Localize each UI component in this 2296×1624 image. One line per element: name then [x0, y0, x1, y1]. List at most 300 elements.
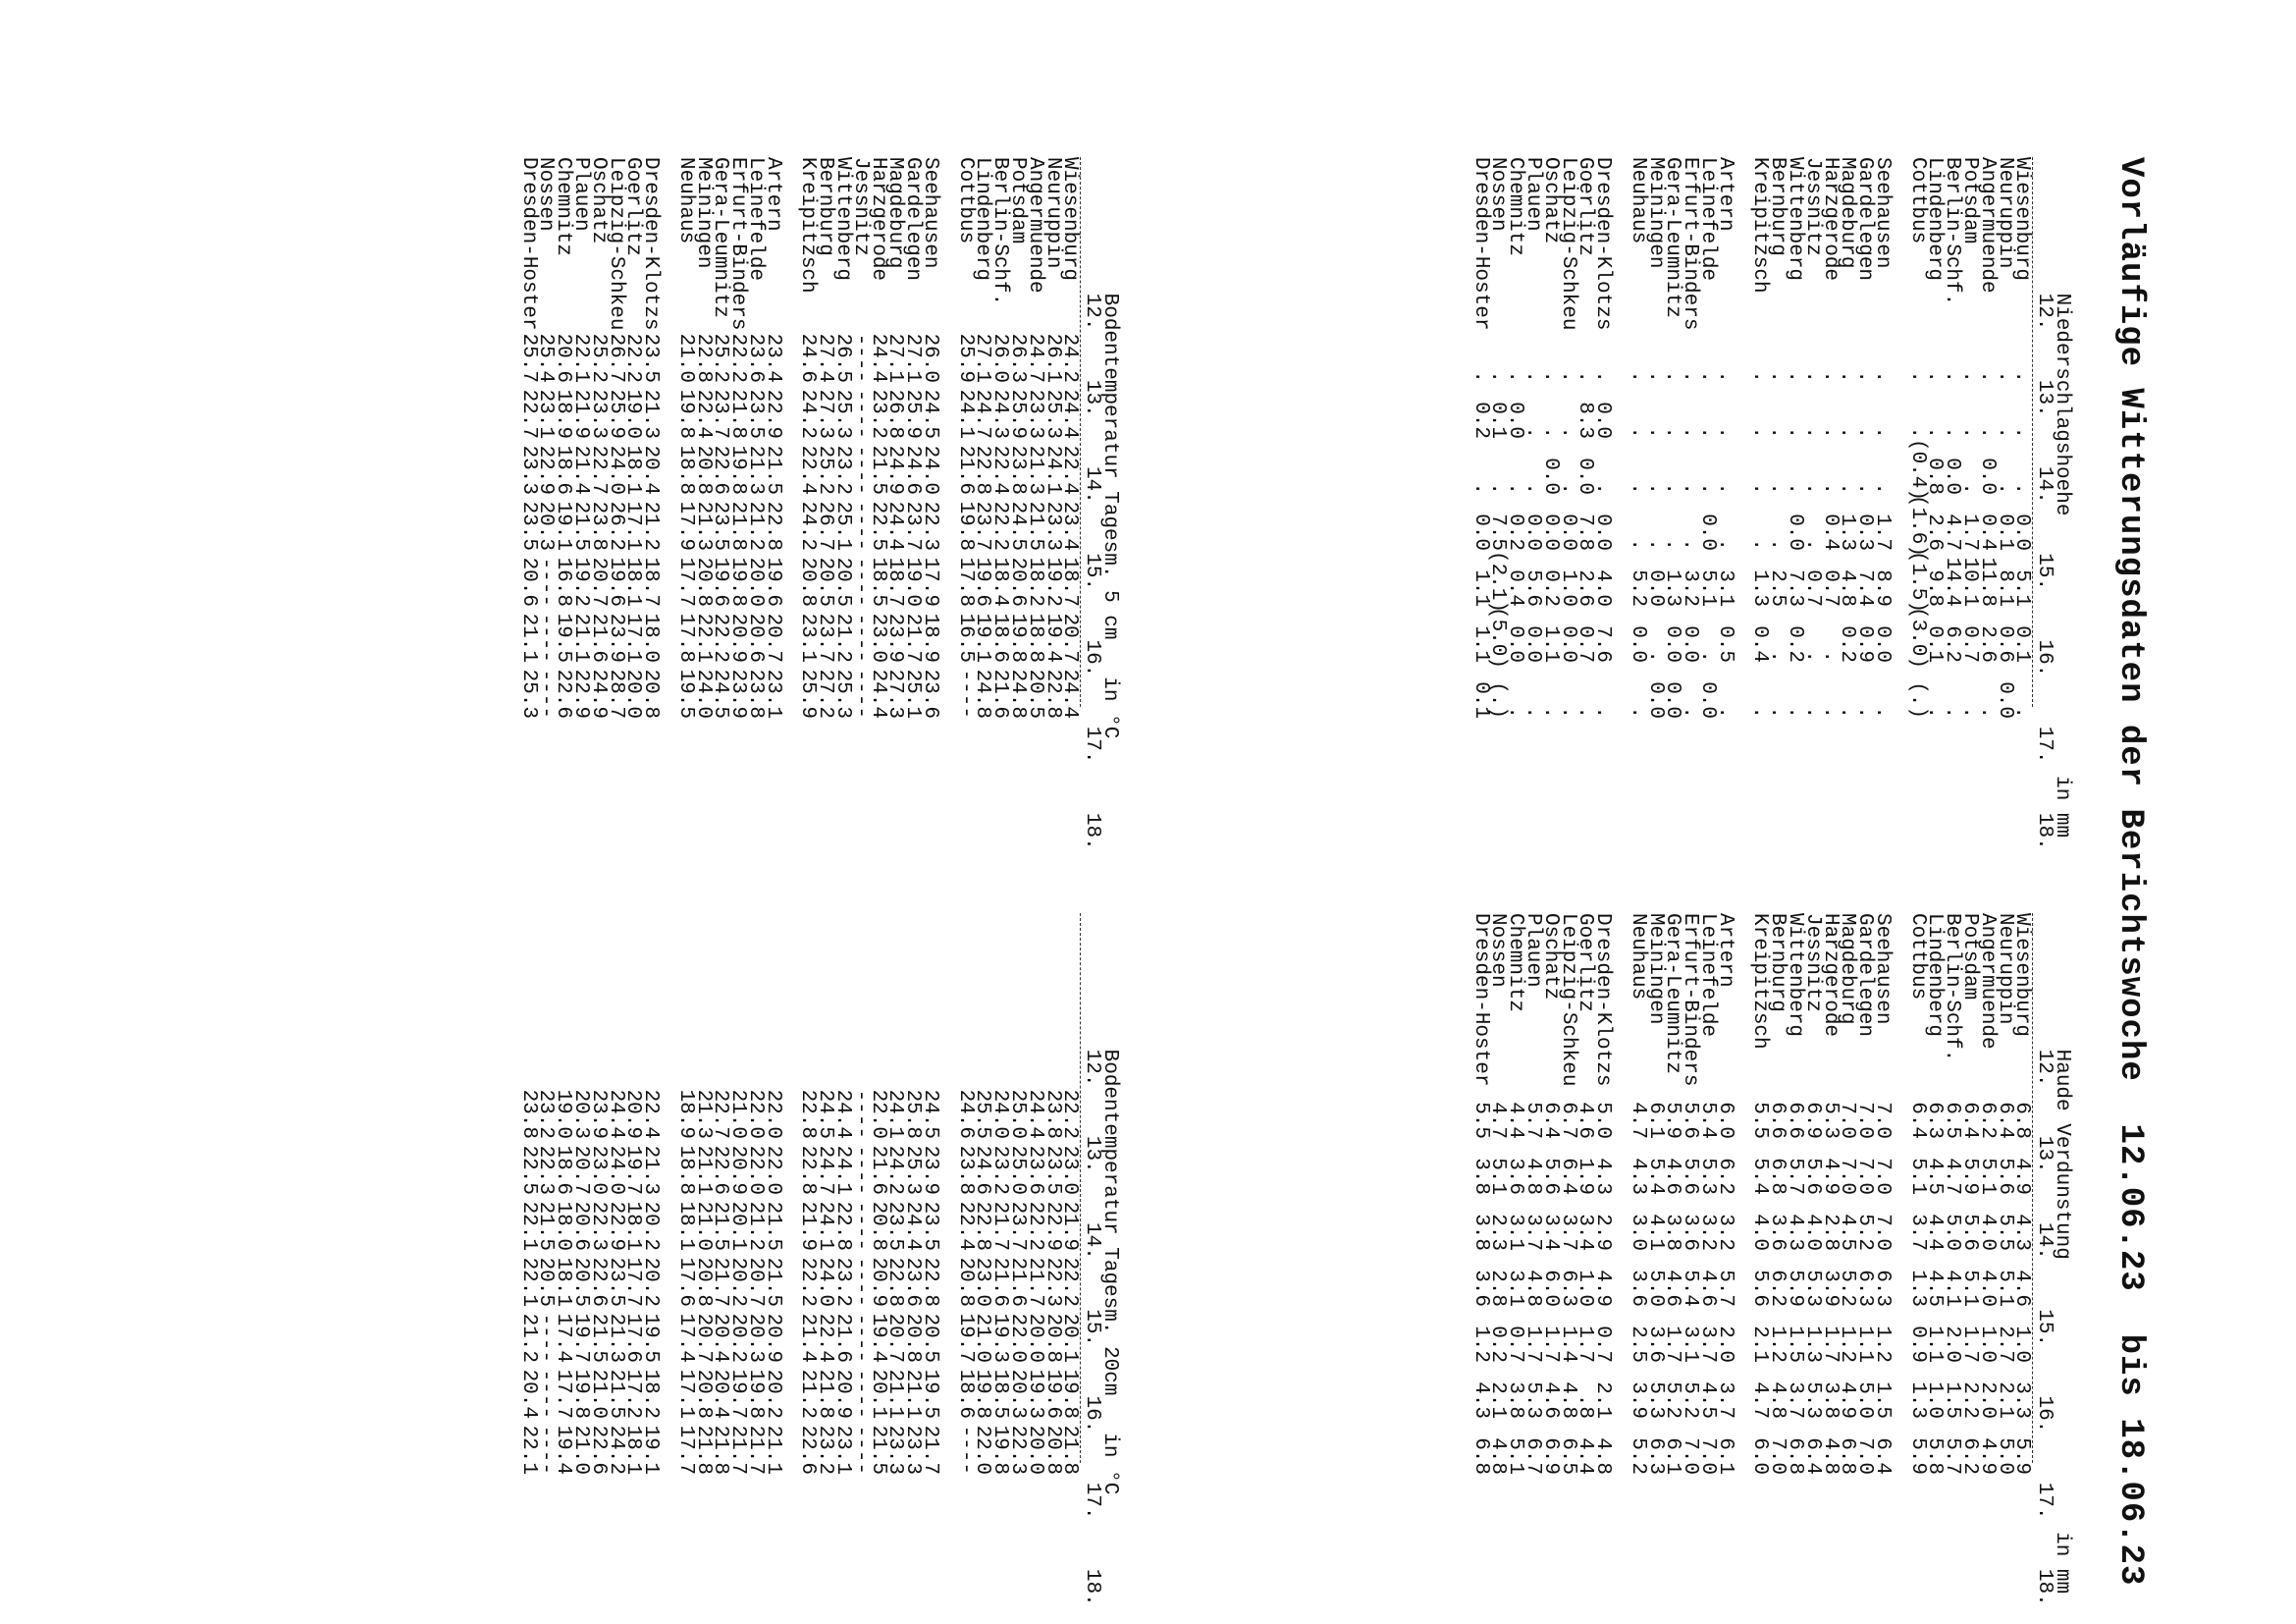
value-cell: 16.8: [552, 557, 575, 607]
value-cell: 6.8: [1468, 1437, 1492, 1475]
value-cell: (0.4): [1905, 439, 1929, 502]
value-cell: .: [1468, 370, 1492, 383]
value-cell: 6.0: [1713, 1102, 1736, 1139]
value-cell: 23.3: [1023, 389, 1046, 439]
value-cell: 25.5: [971, 1089, 994, 1139]
value-cell: 2.3: [1486, 1214, 1510, 1251]
table-row: [1941, 913, 1964, 1606]
value-cell: 7.8: [1574, 514, 1597, 551]
value-cell: 20.2: [726, 1313, 750, 1363]
value-cell: 25.4: [534, 333, 558, 383]
value-cell: .: [1836, 426, 1859, 439]
value-cell: 25.0: [1006, 1145, 1030, 1195]
value-cell: 18.7: [1058, 557, 1082, 607]
value-cell: 20.4: [516, 1369, 540, 1419]
table-row: [1818, 913, 1842, 1606]
value-cell: 21.1: [761, 1425, 784, 1475]
table-row: [1468, 157, 1492, 850]
value-cell: 18.6: [552, 1145, 575, 1195]
value-cell: 5.2: [1853, 1214, 1877, 1251]
value-cell: 19.3: [1023, 1369, 1046, 1419]
value-cell: 0.0: [1591, 402, 1615, 439]
value-cell: .: [1661, 538, 1684, 551]
value-cell: .: [1784, 706, 1807, 719]
value-cell: .: [1504, 482, 1527, 495]
table-day-header: 12. 13. 14. 15. 16. 17. 18.: [2033, 157, 2056, 850]
value-cell: 0.9: [1853, 625, 1877, 663]
value-cell: 21.6: [988, 1257, 1012, 1307]
value-cell: 21.6: [953, 445, 977, 495]
value-cell: .: [1591, 370, 1615, 383]
value-cell: 1.9: [1574, 1158, 1597, 1195]
value-cell: 21.5: [569, 501, 593, 551]
value-cell: 19.3: [988, 1313, 1012, 1363]
value-cell: 21.4: [796, 1313, 820, 1363]
value-cell: .: [1556, 370, 1579, 383]
value-cell: 0.6: [1993, 625, 2016, 663]
value-cell: 0.1: [1468, 681, 1492, 719]
station-name: Meiningen: [1643, 913, 1667, 1025]
station-name: Dresden-Hoster.: [516, 157, 540, 344]
value-cell: 5.6: [1679, 1102, 1702, 1139]
value-cell: .: [1626, 538, 1649, 551]
value-cell: 18.4: [988, 557, 1012, 607]
value-cell: 23.5: [639, 333, 663, 383]
value-cell: 2.6: [1923, 514, 1947, 551]
value-cell: 5.6: [1993, 1158, 2016, 1195]
value-cell: 0.7: [1958, 625, 1982, 663]
value-cell: 18.5: [988, 1369, 1012, 1419]
value-cell: 23.9: [586, 1089, 610, 1139]
value-cell: 22.8: [761, 501, 784, 551]
value-cell: 19.5: [919, 1369, 942, 1419]
value-cell: 23.5: [1041, 1145, 1064, 1195]
value-cell: 24.1: [1041, 445, 1064, 495]
value-cell: ----: [848, 501, 872, 551]
value-cell: 1.5: [1941, 1381, 1964, 1419]
value-cell: 3.6: [1468, 1270, 1492, 1307]
value-cell: 27.2: [814, 669, 837, 719]
value-cell: (2.1): [1486, 551, 1510, 614]
value-cell: 21.2: [516, 1313, 540, 1363]
station-name: Potsdam: [1006, 157, 1030, 244]
value-cell: 24.4: [866, 333, 889, 383]
value-cell: 23.6: [919, 669, 942, 719]
value-cell: 19.6: [1041, 1369, 1064, 1419]
value-cell: 18.7: [883, 557, 907, 607]
value-cell: 4.5: [1696, 1381, 1720, 1419]
value-cell: 4.8: [1591, 1437, 1615, 1475]
value-cell: 21.8: [1058, 1425, 1082, 1475]
value-cell: .: [1522, 426, 1545, 439]
value-cell: 4.8: [1818, 1437, 1842, 1475]
value-cell: 27.3: [814, 389, 837, 439]
value-cell: .: [1818, 426, 1842, 439]
value-cell: 20.7: [883, 1313, 907, 1363]
station-name: Chemnitz: [552, 157, 575, 256]
value-cell: 4.0: [1591, 569, 1615, 607]
value-cell: 25.3: [831, 389, 855, 439]
value-cell: 0.0: [1975, 458, 1999, 495]
value-cell: 6.6: [1766, 1102, 1789, 1139]
value-cell: 6.7: [1556, 1102, 1579, 1139]
value-cell: 3.7: [1522, 1214, 1545, 1251]
value-cell: 21.5: [866, 1425, 889, 1475]
value-cell: 22.3: [586, 1201, 610, 1251]
value-cell: 23.8: [516, 1089, 540, 1139]
value-cell: 6.1: [1643, 1102, 1667, 1139]
value-cell: 21.9: [569, 389, 593, 439]
value-cell: 23.9: [919, 1145, 942, 1195]
value-cell: 5.7: [1522, 1102, 1545, 1139]
value-cell: ----: [534, 557, 558, 607]
value-cell: 0.1: [1923, 625, 1947, 663]
table-row: [1766, 913, 1789, 1606]
report-title: Vorläufige Witterungsdaten der Berichtswoche 12.06.23 bis 18.06.23: [2111, 157, 2149, 1587]
value-cell: 19.6: [709, 557, 732, 607]
value-cell: .: [1696, 426, 1720, 439]
value-cell: 4.7: [1486, 1102, 1510, 1139]
table-row: [953, 157, 977, 850]
value-cell: 0.2: [1784, 625, 1807, 663]
value-cell: 0.2: [1486, 1326, 1510, 1363]
table-header: Haude Verdunstung in mm: [2051, 913, 2073, 1595]
value-cell: 7.0: [1679, 1437, 1702, 1475]
station-name: Gera-Leumnitz: [1661, 157, 1684, 318]
value-cell: 24.0: [919, 445, 942, 495]
value-cell: 1.3: [1836, 514, 1859, 551]
value-cell: 1.3: [1800, 1326, 1824, 1363]
value-cell: 4.8: [1486, 1437, 1510, 1475]
value-cell: .: [1800, 706, 1824, 719]
value-cell: 22.4: [1058, 445, 1082, 495]
table-day-header: 12. 13. 14. 15. 16. 17. 18.: [2033, 913, 2056, 1606]
value-cell: .: [1836, 706, 1859, 719]
value-cell: 18.1: [621, 1201, 645, 1251]
table-row: [1679, 157, 1702, 850]
value-cell: .: [1800, 482, 1824, 495]
value-cell: 1.3: [1661, 569, 1684, 607]
value-cell: 9.8: [1923, 569, 1947, 607]
value-cell: 0.0: [1556, 625, 1579, 663]
value-cell: 23.9: [726, 669, 750, 719]
value-cell: .: [1748, 482, 1772, 495]
value-cell: .: [1748, 370, 1772, 383]
value-cell: 18.6: [988, 613, 1012, 663]
value-cell: 20.6: [516, 557, 540, 607]
value-cell: 21.3: [691, 1089, 715, 1139]
value-cell: 0.0: [1993, 681, 2016, 719]
value-cell: 23.3: [883, 1425, 907, 1475]
table-header: Bodentemperatur Tagesm. 20cm in °C: [1098, 913, 1121, 1495]
value-cell: 21.0: [586, 1369, 610, 1419]
value-cell: 5.3: [1696, 1158, 1720, 1195]
table-row: [1538, 913, 1562, 1606]
table-row: [1818, 157, 1842, 850]
value-cell: 25.8: [901, 1089, 925, 1139]
station-name: Jessnitz: [848, 157, 872, 256]
value-cell: 24.6: [796, 333, 820, 383]
value-cell: 23.1: [796, 613, 820, 663]
value-cell: 22.8: [971, 445, 994, 495]
station-name: Seehausen: [1871, 157, 1895, 269]
value-cell: 6.7: [1522, 1437, 1545, 1475]
value-cell: .: [1871, 370, 1895, 383]
value-cell: 0.4: [1975, 514, 1999, 551]
table-row: [726, 157, 750, 850]
station-name: Leipzig-Schkeu: [1556, 157, 1579, 331]
value-cell: .: [1626, 706, 1649, 719]
value-cell: 5.9: [1905, 1437, 1929, 1475]
table-row: [814, 157, 837, 850]
value-cell: 20.6: [552, 333, 575, 383]
value-cell: 26.7: [604, 333, 627, 383]
value-cell: 21.3: [1023, 445, 1046, 495]
value-cell: 22.2: [796, 1257, 820, 1307]
value-cell: 23.7: [709, 389, 732, 439]
value-cell: 4.6: [1661, 1158, 1684, 1195]
value-cell: 20.6: [569, 1201, 593, 1251]
value-cell: 2.0: [1941, 1326, 1964, 1363]
value-cell: 5.1: [1958, 1270, 1982, 1307]
station-name: Berlin-Schf.: [988, 157, 1012, 306]
value-cell: 21.0: [673, 333, 697, 383]
table-row: [1975, 157, 1999, 850]
value-cell: 7.6: [1591, 625, 1615, 663]
value-cell: 26.8: [883, 389, 907, 439]
value-cell: .: [1661, 426, 1684, 439]
value-cell: 24.6: [901, 445, 925, 495]
value-cell: .: [2010, 706, 2034, 719]
value-cell: .: [1643, 370, 1667, 383]
value-cell: 19.8: [971, 1369, 994, 1419]
value-cell: 22.9: [569, 669, 593, 719]
value-cell: 5.1: [1486, 1158, 1510, 1195]
value-cell: 5.0: [1591, 1102, 1615, 1139]
value-cell: 21.6: [1006, 1257, 1030, 1307]
value-cell: 5.6: [1958, 1214, 1982, 1251]
value-cell: 24.5: [709, 669, 732, 719]
value-cell: 22.9: [1041, 1201, 1064, 1251]
value-cell: 5.1: [1504, 1437, 1527, 1475]
value-cell: 20.8: [866, 1201, 889, 1251]
value-cell: 23.6: [744, 333, 768, 383]
value-cell: .: [1661, 482, 1684, 495]
value-cell: .: [1504, 706, 1527, 719]
value-cell: ----: [848, 1369, 872, 1419]
value-cell: .: [1748, 706, 1772, 719]
value-cell: 24.3: [988, 389, 1012, 439]
value-cell: 19.6: [604, 557, 627, 607]
value-cell: 7.0: [1853, 1102, 1877, 1139]
value-cell: 22.3: [1041, 1257, 1064, 1307]
value-cell: 1.5: [1871, 1381, 1895, 1419]
value-cell: 2.5: [1766, 569, 1789, 607]
value-cell: 1.7: [1958, 514, 1982, 551]
value-cell: 0.1: [1486, 402, 1510, 439]
value-cell: .: [1713, 482, 1736, 495]
value-cell: 0.0: [1626, 625, 1649, 663]
value-cell: 22.8: [691, 333, 715, 383]
value-cell: 0.4: [1504, 569, 1527, 607]
value-cell: 0.0: [1538, 458, 1562, 495]
table-row: [726, 913, 750, 1606]
value-cell: 25.2: [586, 333, 610, 383]
value-cell: 3.2: [1679, 569, 1702, 607]
value-cell: 20.4: [709, 1369, 732, 1419]
table-row: [1504, 913, 1527, 1606]
value-cell: 19.0: [621, 389, 645, 439]
value-cell: 0.0: [1661, 681, 1684, 719]
value-cell: 0.0: [1504, 625, 1527, 663]
table-row: [639, 157, 663, 850]
station-name: Dresden-Hoster: [1468, 157, 1492, 331]
table-row: [639, 913, 663, 1606]
value-cell: 7.0: [1871, 1214, 1895, 1251]
value-cell: 1.7: [1661, 1326, 1684, 1363]
value-cell: 3.1: [1504, 1214, 1527, 1251]
value-cell: 3.1: [1504, 1270, 1527, 1307]
value-cell: 3.7: [1784, 1381, 1807, 1419]
value-cell: 18.8: [1023, 613, 1046, 663]
table-row: [988, 913, 1012, 1606]
value-cell: 19.8: [726, 445, 750, 495]
value-cell: 20.7: [586, 557, 610, 607]
value-cell: 22.6: [586, 1257, 610, 1307]
value-cell: 1.3: [1905, 1381, 1929, 1419]
value-cell: 4.0: [1975, 1214, 1999, 1251]
station-name: Harzgerode: [866, 157, 889, 282]
value-cell: 5.3: [1800, 1270, 1824, 1307]
value-cell: 24.0: [691, 669, 715, 719]
value-cell: 5.3: [1800, 1381, 1824, 1419]
value-cell: .8: [1574, 1393, 1597, 1419]
table-row: [1626, 157, 1649, 850]
value-cell: 19.7: [621, 1145, 645, 1195]
value-cell: 4.7: [1941, 1158, 1964, 1195]
value-cell: 3.6: [1626, 1270, 1649, 1307]
value-cell: 7.4: [1853, 569, 1877, 607]
value-cell: 6.4: [1556, 1158, 1579, 1195]
value-cell: 22.2: [1023, 1201, 1046, 1251]
value-cell: 20.5: [569, 1257, 593, 1307]
value-cell: 22.8: [1041, 669, 1064, 719]
value-cell: 21.8: [814, 1369, 837, 1419]
value-cell: 22.0: [761, 1145, 784, 1195]
value-cell: 5.8: [1923, 1437, 1947, 1475]
station-name: Magdeburg: [883, 157, 907, 269]
station-name: Angermuende: [1023, 157, 1046, 294]
station-name: Artern: [1713, 913, 1736, 988]
table-row: [1905, 913, 1929, 1606]
value-cell: .: [1679, 370, 1702, 383]
table-header: Bodentemperatur Tagesm. 5 cm in °C: [1098, 157, 1121, 739]
value-cell: 22.3: [534, 1145, 558, 1195]
value-cell: 6.3: [1871, 1270, 1895, 1307]
value-cell: 17.8: [953, 557, 977, 607]
value-cell: 17.2: [621, 1369, 645, 1419]
value-cell: 19.4: [866, 1313, 889, 1363]
value-cell: 1.2: [1871, 1326, 1895, 1363]
value-cell: 23.1: [761, 669, 784, 719]
value-cell: 20.5: [831, 557, 855, 607]
value-cell: 18.9: [552, 389, 575, 439]
table-row: [953, 913, 977, 1606]
value-cell: 20.8: [639, 669, 663, 719]
value-cell: .: [1993, 482, 2016, 495]
value-cell: .: [1818, 706, 1842, 719]
value-cell: 21.6: [831, 1313, 855, 1363]
value-cell: 20.8: [953, 1257, 977, 1307]
evaporation-table: [1468, 913, 2073, 1606]
value-cell: 4.6: [1538, 1381, 1562, 1419]
value-cell: 20.8: [1041, 1313, 1064, 1363]
value-cell: 0.7: [1591, 1326, 1615, 1363]
value-cell: 6.6: [1784, 1102, 1807, 1139]
soil-temp-5cm-table: [516, 157, 1121, 850]
station-name: Chemnitz: [1504, 157, 1527, 256]
value-cell: 8.9: [1871, 569, 1895, 607]
value-cell: 25.9: [953, 333, 977, 383]
value-cell: 18.1: [621, 1425, 645, 1475]
value-cell: 26.0: [988, 333, 1012, 383]
value-cell: 1.2: [1468, 1326, 1492, 1363]
value-cell: 19.5: [552, 613, 575, 663]
station-name: Jessnitz: [1800, 157, 1824, 256]
value-cell: 4.5: [1923, 1270, 1947, 1307]
value-cell: 3.8: [1504, 1381, 1527, 1419]
station-name: Meiningen: [1643, 157, 1667, 269]
value-cell: .: [1538, 370, 1562, 383]
station-name: Seehausen: [1871, 913, 1895, 1025]
value-cell: 23.2: [988, 1145, 1012, 1195]
value-cell: (5.0): [1486, 607, 1510, 670]
value-cell: 4.3: [1784, 1214, 1807, 1251]
value-cell: 5.0: [1853, 1381, 1877, 1419]
value-cell: 23.7: [901, 501, 925, 551]
value-cell: 18.2: [1023, 557, 1046, 607]
value-cell: 23.2: [814, 1425, 837, 1475]
value-cell: 25.1: [901, 669, 925, 719]
value-cell: 19.2: [1041, 557, 1064, 607]
value-cell: .: [1713, 706, 1736, 719]
station-name: Leinefelde: [744, 157, 768, 282]
value-cell: 5.4: [1696, 1102, 1720, 1139]
value-cell: 22.2: [988, 501, 1012, 551]
value-cell: 20.7: [691, 1313, 715, 1363]
value-cell: 21.6: [586, 613, 610, 663]
value-cell: 0.0: [1871, 625, 1895, 663]
value-cell: 17.1: [621, 501, 645, 551]
value-cell: 22.0: [866, 1089, 889, 1139]
value-cell: 19.8: [988, 1425, 1012, 1475]
value-cell: 6.8: [1784, 1437, 1807, 1475]
value-cell: 4.7: [1748, 1381, 1772, 1419]
value-cell: 22.0: [761, 1089, 784, 1139]
value-cell: 24.0: [604, 445, 627, 495]
value-cell: 24.6: [971, 1145, 994, 1195]
value-cell: 0.0: [1504, 402, 1527, 439]
value-cell: .: [1696, 650, 1720, 663]
value-cell: 4.8: [1522, 1270, 1545, 1307]
value-cell: 20.9: [726, 613, 750, 663]
value-cell: 23.4: [761, 333, 784, 383]
station-name: Goerlitz: [1574, 157, 1597, 256]
value-cell: 23.7: [971, 501, 994, 551]
value-cell: 1.0: [1975, 1326, 1999, 1363]
value-cell: 4.7: [1941, 514, 1964, 551]
value-cell: 21.7: [988, 1201, 1012, 1251]
